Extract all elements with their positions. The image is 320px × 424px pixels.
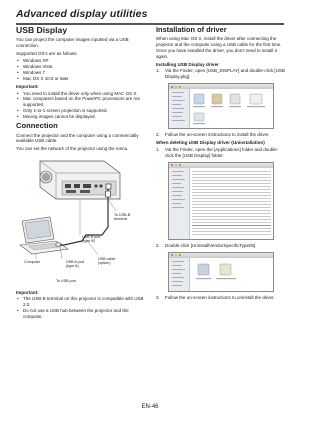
install-steps-continued: [156, 132, 286, 138]
applications-folder-screenshot: [168, 162, 274, 240]
list-item: • Windows 7: [16, 70, 144, 76]
important-list-2: [16, 296, 144, 320]
usb-a-port-label: USB A port (type A): [66, 259, 85, 269]
computer-label: Computer: [24, 259, 41, 264]
step-text: Follow the on-screen instructions to uninstall the driver.: [165, 294, 275, 300]
list-item: • Mac OS X 10.5 or later: [16, 76, 144, 82]
to-usb-port-label: To USB port: [56, 278, 76, 283]
list-item: • Windows Vista: [16, 64, 144, 70]
install-heading: Installation of driver: [156, 25, 227, 34]
file-icons: [190, 258, 273, 290]
step-text: Follow the on-screen instructions to install the driver.: [165, 132, 270, 138]
connection-diagram: [16, 155, 144, 287]
file-icons: [190, 89, 273, 127]
folder-contents: [190, 258, 273, 291]
step-number: 2.: [156, 242, 160, 248]
installing-label: Installing USB Display driver: [156, 61, 219, 67]
important-label: Important:: [16, 84, 39, 90]
left-column: [16, 26, 144, 322]
install-paragraph: When using Mac OS X, install the driver after connecting the projector and the computer using a USB cable for the first time. Once you have installed the driver, you don't need to install it again.: [156, 36, 282, 59]
usb-intro: You can project the computer images inputted via a USB connection.: [16, 37, 129, 49]
finder-sidebar: [169, 258, 190, 291]
list-item: • Mac computers based on the PowerPC processors are not supported.: [16, 96, 144, 108]
step-number: 2.: [156, 132, 160, 138]
file-list: [190, 168, 273, 239]
list-item: [156, 147, 286, 159]
list-item: • Moving images cannot be displayed.: [16, 114, 144, 120]
step-text: Via the Finder, open the [Applications] folder and double-click the [USB Display] folder.: [165, 146, 279, 158]
delete-steps-final: [156, 295, 286, 301]
computer-illustration: [20, 217, 68, 254]
finder-screenshot-usb-display: [168, 83, 274, 129]
page-header-title: Advanced display utilities: [16, 8, 148, 20]
important-label: Important:: [16, 289, 39, 295]
delete-steps: [156, 147, 286, 159]
step-text: Double-click [UninstallVendorSpecificType05].: [165, 242, 257, 248]
connection-paragraph-1: Connect the projector and the computer using a commercially available USB cable.: [16, 132, 139, 144]
usb-b-port-label: USB B port (type B): [82, 234, 101, 244]
step-number: 1.: [156, 146, 160, 152]
list-item: • You need to install the driver only when using MAC OS X.: [16, 91, 144, 97]
list-item: • The USB-B terminal on this projector is compatible with USB 2.0.: [16, 296, 144, 308]
usb-display-folder-screenshot: [168, 252, 274, 292]
important-list: [16, 91, 144, 121]
right-column: [156, 26, 286, 302]
selected-row: [192, 225, 271, 227]
os-list: [16, 58, 144, 82]
finder-file-area: [190, 89, 273, 128]
page-header: [16, 8, 284, 25]
step-number: 1.: [156, 68, 160, 74]
list-item: • Only 1-to-1 screen projection is supported.: [16, 108, 144, 114]
list-item: [156, 295, 286, 301]
install-steps: [156, 68, 286, 80]
list-item: [156, 68, 286, 80]
connection-heading: Connection: [16, 121, 58, 131]
deleting-label: When deleting USB Display driver (Uninstallation): [156, 140, 265, 146]
to-usb-b-label: To USB-B terminal: [114, 212, 131, 222]
usb-cable-label: USB cable (option): [98, 256, 116, 266]
list-item: [156, 243, 286, 249]
finder-sidebar: [169, 168, 190, 239]
list-item: • Do not use a USB hub between the projector and the computer.: [16, 308, 144, 320]
connection-paragraph-2: You can set the network of the projector using the menu.: [16, 145, 129, 151]
list-item: [156, 132, 286, 138]
page-number: EN-46: [141, 404, 159, 410]
step-number: 3.: [156, 294, 160, 300]
finder-sidebar: [169, 89, 190, 128]
step-text: Via the Finder, open [USB_DISPLAY] and double-click [USB Display.pkg].: [165, 68, 285, 80]
list-item: • Windows XP: [16, 58, 144, 64]
usb-display-heading: USB Display: [16, 25, 68, 35]
supported-os-label: Supported OS's are as follows:: [16, 50, 78, 56]
delete-steps-continued: [156, 243, 286, 249]
